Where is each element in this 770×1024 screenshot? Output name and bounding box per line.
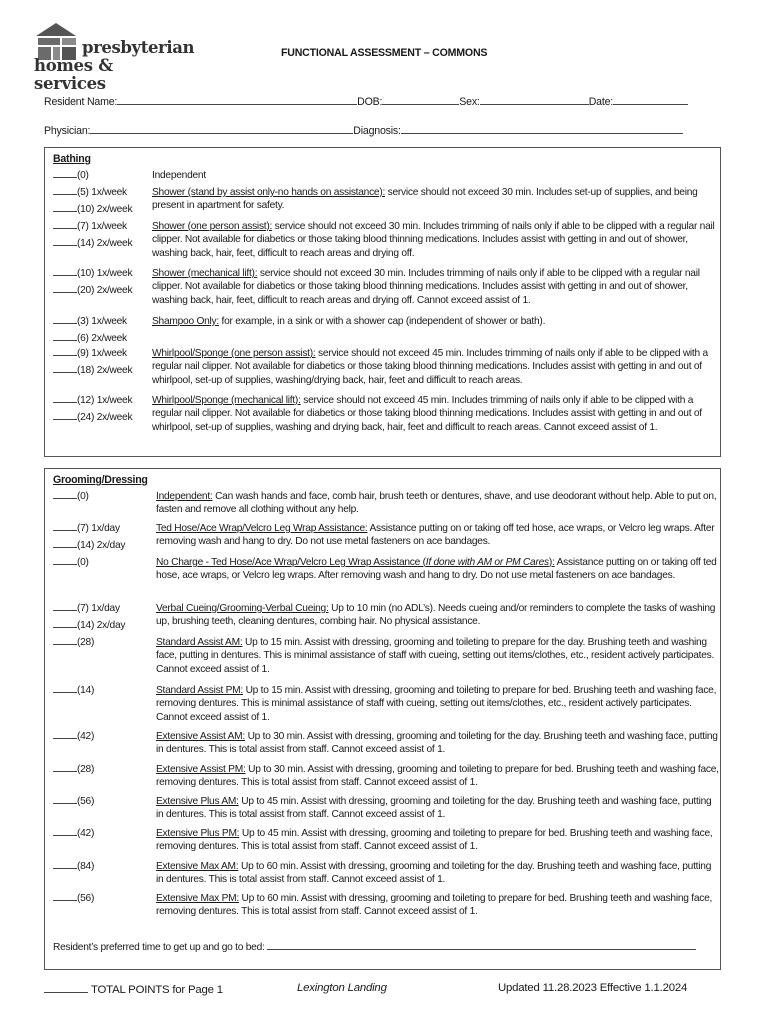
points-label: (84)	[77, 861, 95, 872]
points-blank[interactable]	[53, 203, 77, 212]
points-option[interactable]	[53, 203, 132, 216]
points-label: (0)	[77, 170, 89, 181]
physician-field[interactable]	[90, 124, 353, 134]
points-label: (42)	[77, 731, 95, 742]
item-title: Whirlpool/Sponge (one person assist):	[152, 348, 316, 359]
points-label: (10) 1x/week	[77, 268, 133, 279]
item-text: for example, in a sink or with a shower cap (independent of shower or bath).	[218, 316, 546, 327]
item-description	[152, 267, 717, 307]
logo-text-line2: homes & services	[34, 56, 113, 93]
item-title-italic: If done with AM or PM Cares	[425, 557, 549, 568]
points-label: (14) 2x/day	[77, 619, 126, 631]
total-points-field[interactable]	[44, 982, 88, 993]
item-title: Shower (mechanical lift):	[152, 268, 258, 279]
points-blank[interactable]	[53, 332, 77, 341]
points-blank[interactable]	[53, 220, 77, 229]
points-option[interactable]	[53, 237, 132, 250]
company-logo	[32, 22, 195, 93]
diagnosis-label: Diagnosis:	[353, 125, 401, 137]
item-title: Extensive Assist PM:	[156, 764, 246, 775]
points-option[interactable]	[53, 332, 127, 345]
item-description	[156, 763, 721, 790]
diagnosis-field[interactable]	[401, 124, 683, 134]
points-blank[interactable]	[53, 169, 77, 178]
item-title: Extensive Max PM:	[156, 893, 239, 904]
item-title: Extensive Plus AM:	[156, 796, 239, 807]
item-title: Extensive Plus PM:	[156, 828, 240, 839]
points-blank[interactable]	[53, 267, 77, 276]
item-description	[152, 220, 717, 260]
points-blank[interactable]	[53, 795, 77, 804]
points-label: (28)	[77, 764, 95, 775]
item-description	[152, 394, 717, 434]
date-label: Date:	[588, 96, 614, 108]
item-text: Up to 10 min (no ADL’s). Needs cueing and/or reminders to complete the tasks of washing up, brushing teeth, cleaning dentures, combing hair. No physical assistance.	[156, 603, 716, 628]
points-option[interactable]	[53, 394, 132, 407]
item-text: Independent	[152, 170, 206, 181]
item-text: Up to 30 min. Assist with dressing, grooming and toileting to prepare for bed. Brushing teeth and washing face, removing dentures. This is total assist from staff. Cannot exceed assist of 1.	[156, 764, 719, 789]
physician-row	[44, 124, 683, 138]
points-label: (7) 1x/week	[77, 221, 127, 232]
item-text: service should not exceed 45 min. Includes trimming of nails only if able to be clipped with a regular nail clipper. Not available for diabetics or those taking blood thinning medications. Includes assist with getting in and out of whirlpool, set-up of supplies, washing/drying back, hair, feet and difficult to reach areas.	[152, 348, 708, 386]
date-field[interactable]	[613, 95, 688, 105]
item-description	[156, 602, 721, 629]
points-option[interactable]	[53, 763, 94, 776]
points-option[interactable]	[53, 220, 127, 233]
resident-info-row	[44, 95, 688, 109]
total-points	[44, 982, 223, 997]
item-description	[156, 490, 721, 517]
points-option[interactable]	[53, 364, 132, 377]
item-text: Up to 15 min. Assist with dressing, grooming and toileting to prepare for bed. Brushing teeth and washing face, removing dentures. This is minimal assistance of staff with cueing, setting out items/clothes, etc., resident actively participates. Cannot exceed assist of 1.	[156, 685, 717, 723]
item-title: Independent:	[156, 491, 213, 502]
points-blank[interactable]	[53, 237, 77, 246]
updated-date: Updated 11.28.2023 Effective 1.1.2024	[498, 982, 688, 994]
grooming-title: Grooming/Dressing	[53, 474, 148, 486]
points-option[interactable]	[53, 267, 132, 280]
item-text: Assistance putting on or taking off ted hose, ace wraps, or Velcro leg wraps. After removing wash and hang to dry. Do not use metal fasteners on ace bandages.	[156, 523, 715, 548]
points-label: (56)	[77, 893, 95, 904]
preferred-time-label: Resident’s preferred time to get up and go to bed:	[53, 942, 265, 953]
points-label: (24) 2x/week	[77, 411, 133, 423]
points-option[interactable]	[53, 602, 120, 615]
item-title: No Charge - Ted Hose/Ace Wrap/Velcro Leg Wrap Assistance (	[156, 557, 426, 568]
points-blank[interactable]	[53, 364, 77, 373]
points-label: (6) 2x/week	[77, 332, 127, 344]
bathing-title: Bathing	[53, 153, 91, 165]
item-text: Assistance putting on or taking off ted hose, ace wraps, or Velcro leg wraps. After removing wash and hang to dry. Do not use metal fasteners on ace bandages.	[156, 557, 717, 582]
points-label: (7) 1x/day	[77, 603, 120, 614]
points-label: (5) 1x/week	[77, 187, 127, 198]
points-option[interactable]	[53, 315, 127, 328]
item-description	[152, 169, 717, 182]
points-blank[interactable]	[53, 602, 77, 611]
item-title-end: ):	[548, 557, 555, 568]
points-option[interactable]	[53, 684, 94, 697]
points-blank[interactable]	[53, 827, 77, 836]
points-blank[interactable]	[53, 684, 77, 693]
item-text: Up to 45 min. Assist with dressing, grooming and toileting to prepare for bed. Brushing teeth and washing face, removing dentures. This is total assist from staff. Cannot exceed assist of 1.	[156, 828, 713, 853]
item-title: Extensive Max AM:	[156, 861, 239, 872]
points-label: (0)	[77, 557, 89, 568]
item-description	[156, 684, 721, 724]
points-blank[interactable]	[53, 556, 77, 565]
logo-text-line1: presbyterian	[82, 38, 195, 57]
points-label: (18) 2x/week	[77, 364, 133, 376]
points-option[interactable]	[53, 556, 89, 569]
item-description	[156, 730, 721, 757]
points-blank[interactable]	[53, 730, 77, 739]
item-text: Up to 45 min. Assist with dressing, grooming and toileting for the day. Brushing teeth and washing face, putting in dentures. This is total assist from staff. Cannot exceed assist of 1.	[156, 796, 712, 821]
points-blank[interactable]	[53, 394, 77, 403]
points-label: (14) 2x/week	[77, 237, 133, 249]
sex-label: Sex:	[459, 96, 480, 108]
points-blank[interactable]	[53, 860, 77, 869]
points-blank[interactable]	[53, 763, 77, 772]
item-text: Up to 60 min. Assist with dressing, grooming and toileting for the day. Brushing teeth and washing face, putting in dentures. This is total assist from staff. Cannot exceed assist of 1.	[156, 861, 712, 886]
points-blank[interactable]	[53, 619, 77, 628]
points-label: (10) 2x/week	[77, 203, 133, 215]
sex-field[interactable]	[480, 95, 589, 105]
item-text: service should not exceed 30 min. Includes trimming of nails only if able to be clipped with a regular nail clipper. Not available for diabetics or those taking blood thinning medications. Includes assist with getting in and out of shower, washing back, hair, feet, difficult to reach areas and drying off.	[152, 221, 715, 259]
points-blank[interactable]	[53, 539, 77, 548]
item-title: Standard Assist AM:	[156, 637, 243, 648]
item-description	[156, 860, 721, 887]
item-description	[156, 892, 721, 919]
item-description	[156, 827, 721, 854]
points-blank[interactable]	[53, 490, 77, 499]
points-label: (20) 2x/week	[77, 284, 133, 296]
points-label: (0)	[77, 491, 89, 502]
points-option[interactable]	[53, 169, 89, 182]
points-option[interactable]	[53, 490, 89, 503]
points-option[interactable]	[53, 795, 94, 808]
points-option[interactable]	[53, 827, 94, 840]
item-description	[152, 186, 717, 213]
item-title: Whirlpool/Sponge (mechanical lift):	[152, 395, 301, 406]
points-option[interactable]	[53, 636, 94, 649]
item-text: Up to 60 min. Assist with dressing, grooming and toileting to prepare for bed. Brushing teeth and washing face, removing dentures. This is total assist from staff. Cannot exceed assist of 1.	[156, 893, 713, 918]
item-title: Extensive Assist AM:	[156, 731, 245, 742]
points-label: (14) 2x/day	[77, 539, 126, 551]
item-description	[152, 315, 717, 328]
points-label: (9) 1x/week	[77, 348, 127, 359]
dob-label: DOB:	[357, 96, 383, 108]
grooming-section	[44, 468, 721, 970]
form-title: FUNCTIONAL ASSESSMENT – COMMONS	[281, 47, 488, 59]
points-blank[interactable]	[53, 347, 77, 356]
item-text: service should not exceed 30 min. Includes trimming of nails only if able to be clipped with a regular nail clipper. Not available for diabetics or those taking blood thinning medications. Includes assist with getting in and out of shower, washing back, hair, feet, difficult to reach areas and drying off. Cannot exceed assist of 1.	[152, 268, 700, 306]
item-title: Shower (one person assist):	[152, 221, 273, 232]
points-option[interactable]	[53, 539, 125, 552]
points-label: (42)	[77, 828, 95, 839]
points-option[interactable]	[53, 522, 120, 535]
item-title: Shampoo Only:	[152, 316, 219, 327]
points-option[interactable]	[53, 284, 132, 297]
points-option[interactable]	[53, 892, 94, 905]
item-text: Can wash hands and face, comb hair, brush teeth or dentures, shave, and use deodorant without help. Able to put on, fasten and remove all clothing without any help.	[156, 491, 717, 516]
total-points-label: TOTAL POINTS for Page 1	[90, 984, 223, 996]
points-blank[interactable]	[53, 636, 77, 645]
item-text: service should not exceed 45 min. Includes trimming of nails only if able to be clipped with a regular nail clipper. Not available for diabetics or those taking blood thinning medications. Includes assist with getting in and out of whirlpool, set-up of supplies, washing and drying back, hair, feet and difficult to reach areas. Cannot exceed assist of 1.	[152, 395, 702, 433]
points-option[interactable]	[53, 411, 132, 424]
points-option[interactable]	[53, 186, 127, 199]
physician-label: Physician:	[44, 125, 91, 137]
item-description	[156, 795, 721, 822]
resident-name-label: Resident Name:	[44, 96, 118, 108]
preferred-time-field[interactable]	[267, 940, 696, 950]
resident-name-field[interactable]	[117, 95, 357, 105]
points-label: (7) 1x/day	[77, 523, 120, 534]
item-description	[156, 522, 721, 549]
location-name: Lexington Landing	[297, 982, 387, 994]
points-blank[interactable]	[53, 892, 77, 901]
points-option[interactable]	[53, 730, 94, 743]
points-label: (28)	[77, 637, 95, 648]
item-title: Verbal Cueing/Grooming-Verbal Cueing:	[156, 603, 329, 614]
preferred-time-row	[53, 940, 696, 954]
points-blank[interactable]	[53, 411, 77, 420]
points-blank[interactable]	[53, 284, 77, 293]
item-description	[152, 347, 717, 387]
item-description	[156, 556, 721, 583]
item-text: Up to 15 min. Assist with dressing, grooming and toileting to prepare for the day. Brushing teeth and washing face, putting in dentures. This is minimal assistance of staff with cueing, setting out items/clothes, etc., resident actively participates. Cannot exceed assist of 1.	[156, 637, 715, 675]
dob-field[interactable]	[382, 95, 459, 105]
item-text: Up to 30 min. Assist with dressing, grooming and toileting for the day. Brushing teeth and washing face, putting in dentures. This is total assist from staff. Cannot exceed assist of 1.	[156, 731, 718, 756]
points-option[interactable]	[53, 347, 127, 360]
points-blank[interactable]	[53, 315, 77, 324]
bathing-section	[44, 147, 721, 457]
points-label: (12) 1x/week	[77, 395, 133, 406]
item-text: service should not exceed 30 min. Includes set-up of supplies, and being present in apartment for safety.	[152, 187, 698, 212]
points-blank[interactable]	[53, 186, 77, 195]
item-title: Standard Assist PM:	[156, 685, 243, 696]
item-title: Ted Hose/Ace Wrap/Velcro Leg Wrap Assistance:	[156, 523, 368, 534]
points-label: (56)	[77, 796, 95, 807]
points-blank[interactable]	[53, 522, 77, 531]
points-label: (3) 1x/week	[77, 316, 127, 327]
points-option[interactable]	[53, 860, 94, 873]
points-label: (14)	[77, 685, 95, 696]
item-title: Shower (stand by assist only-no hands on assistance):	[152, 187, 386, 198]
item-description	[156, 636, 721, 676]
points-option[interactable]	[53, 619, 125, 632]
